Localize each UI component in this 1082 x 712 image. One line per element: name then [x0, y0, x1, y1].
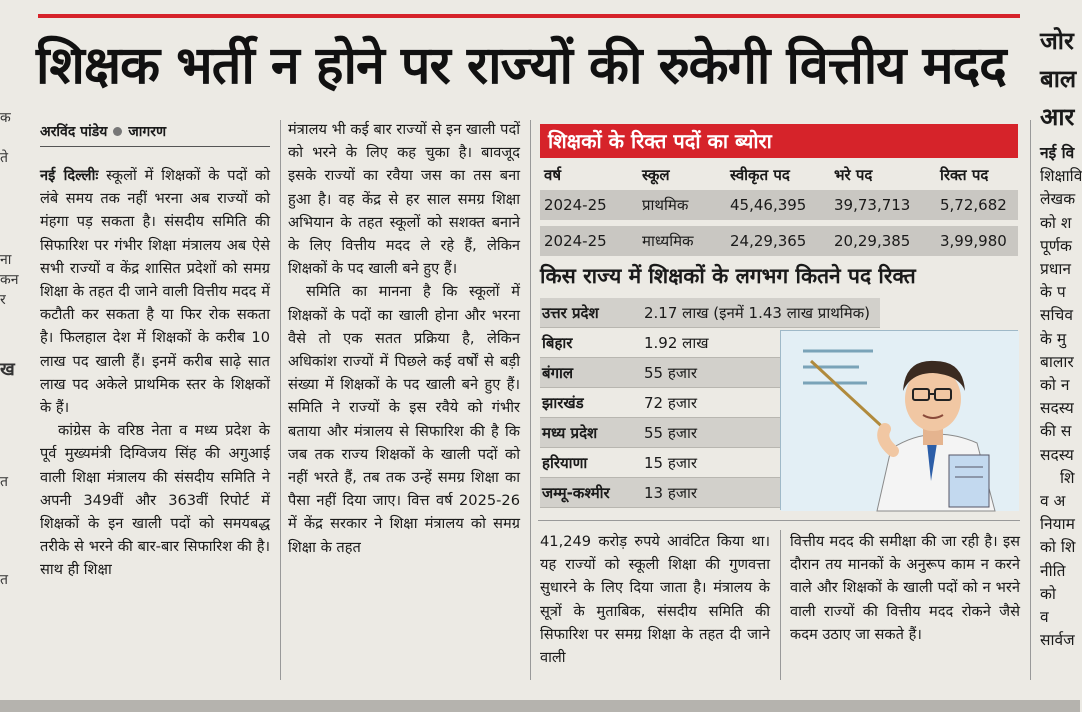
paragraph: 41,249 करोड़ रुपये आवंटित किया था। यह राज्यों को स्कूली शिक्षा की गुणवत्ता सुधारने के लिए दिया जाता है। मंत्रालय के सूत्रों के मुताबिक, संसदीय समिति की सिफारिश पर समग्र शिक्षा के तहत दी जाने वाली	[540, 533, 770, 667]
state-name: मध्य प्रदेश	[542, 423, 598, 442]
text-line: शि	[1060, 468, 1075, 487]
state-name: बिहार	[542, 333, 573, 352]
paragraph	[40, 164, 270, 419]
state-name: जम्मू-कश्मीर	[542, 483, 610, 502]
column-header: स्वीकृत पद	[730, 166, 790, 184]
text-line: की स	[1040, 422, 1072, 441]
table-cell: 5,72,682	[940, 196, 1007, 214]
text-line: लेखक	[1040, 190, 1076, 209]
left-edge-fragment	[0, 570, 14, 590]
table-cell: 45,46,395	[730, 196, 807, 214]
fragment-char: र	[0, 292, 6, 308]
fragment-char: ना	[0, 252, 12, 268]
table-cell: 2024-25	[544, 232, 607, 250]
byline-source: जागरण	[128, 124, 167, 140]
state-value: 55 हजार	[644, 423, 697, 442]
state-value: 15 हजार	[644, 453, 697, 472]
text-line: को श	[1040, 213, 1072, 232]
text-line: को	[1040, 584, 1056, 603]
byline-author: अरविंद पांडेय	[40, 124, 108, 140]
table-cell: 2024-25	[544, 196, 607, 214]
state-name: बंगाल	[542, 363, 574, 382]
text-line: नई वि	[1040, 144, 1075, 162]
left-edge-fragment	[0, 108, 14, 128]
table-row	[540, 478, 780, 508]
page-bottom-edge	[0, 700, 1080, 712]
text-line: पूर्णक	[1040, 236, 1072, 255]
bullet-dot-icon	[113, 127, 122, 136]
paragraph: मंत्रालय भी कई बार राज्यों से इन खाली पदों को भरने के लिए कह चुका है। बावजूद इसके राज्यों का रवैया जस का तस बना हुआ है। वह केंद्र से हर साल समग्र शिक्षा अभियान के तहत स्कूलों को सशक्त बनाने के लिए वित्तीय मदद ले रहे हैं, लेकिन शिक्षकों के पद खाली बने हुए हैं।	[288, 121, 520, 278]
byline	[40, 122, 270, 141]
fragment-char: ख	[0, 359, 15, 380]
text-line: शिक्षावि	[1040, 167, 1082, 186]
table-row	[540, 448, 780, 478]
top-red-rule	[38, 14, 1020, 18]
headline: शिक्षक भर्ती न होने पर राज्यों की रुकेगी वित्तीय मदद	[36, 36, 1006, 96]
column-header: स्कूल	[642, 166, 670, 184]
text-line: को न	[1040, 376, 1070, 395]
state-value: 72 हजार	[644, 393, 697, 412]
table-row	[540, 190, 1018, 220]
text-line: सचिव	[1040, 306, 1073, 325]
table-cell: माध्यमिक	[642, 232, 694, 250]
text-line: व अ	[1040, 492, 1066, 511]
table-header-row	[540, 160, 1018, 190]
text-line: को शि	[1040, 538, 1076, 557]
fragment-char: त	[0, 474, 8, 490]
table-row	[540, 298, 880, 328]
text-line: के मु	[1040, 329, 1067, 348]
column-header: वर्ष	[544, 166, 562, 184]
teacher-illustration	[780, 330, 1018, 510]
adjacent-headline-line: जोर	[1040, 27, 1074, 55]
column-divider	[280, 120, 281, 680]
left-edge-fragment	[0, 148, 14, 168]
paragraph: वित्तीय मदद की समीक्षा की जा रही है। इस दौरान तय मानकों के अनुरूप काम न करने वाले और शिक्षकों के खाली पदों को न भरने वाली राज्यों की वित्तीय मदद रोकने जैसे कदम उठाए जा सकते हैं।	[790, 533, 1020, 643]
fragment-char: क	[0, 110, 11, 126]
state-value: 13 हजार	[644, 483, 697, 502]
state-name: उत्तर प्रदेश	[542, 303, 599, 322]
column-divider	[780, 530, 781, 680]
table-row	[540, 358, 780, 388]
left-edge-fragment	[0, 360, 16, 380]
adjacent-headline	[1040, 22, 1080, 136]
column-divider	[1030, 120, 1031, 680]
vacancy-table	[540, 160, 1018, 256]
table-row	[540, 418, 780, 448]
paragraph: कांग्रेस के वरिष्ठ नेता व मध्य प्रदेश के पूर्व मुख्यमंत्री दिग्विजय सिंह की अगुआई वाली शिक्षा मंत्रालय की संसदीय समिति ने अपनी 349वीं और 363वीं रिपोर्ट में शिक्षकों के इन खाली पदों को समयबद्ध तरीके से भरने की बार-बार सिफारिश की है। साथ ही शिक्षा	[40, 422, 270, 579]
fragment-char: कन	[0, 272, 19, 288]
text-line: सार्वज	[1040, 631, 1075, 650]
text-line: नीति	[1040, 561, 1066, 580]
article-column-1	[40, 164, 270, 680]
fragment-char: त	[0, 572, 8, 588]
table-row	[540, 328, 780, 358]
paragraph-text: स्कूलों में शिक्षकों के पदों को लंबे समय तक नहीं भरना अब राज्यों को मंहगा पड़ सकता है। संसदीय समिति की सिफारिश पर गंभीर शिक्षा मंत्रालय अब ऐसे सभी राज्यों व केंद्र शासित प्रदेशों को समग्र शिक्षा के तहत दी जाने वाली वित्तीय मदद में कटौती कर सकता है या फिर रोक सकता है। फिलहाल देश में शिक्षकों के करीब 10 लाख पद खाली हैं। इनमें करीब साढ़े सात लाख पद अकेले प्राथमिक स्तर के शिक्षकों के हैं।	[40, 167, 270, 417]
left-edge-fragment	[0, 472, 14, 492]
adjacent-article-text	[1040, 142, 1080, 652]
state-value: 55 हजार	[644, 363, 697, 382]
dateline: नई दिल्लीः	[40, 167, 99, 184]
table-cell: 39,73,713	[834, 196, 911, 214]
table-row	[540, 388, 780, 418]
byline-rule	[40, 146, 270, 147]
article-column-3	[540, 530, 770, 680]
text-line: व	[1040, 608, 1049, 627]
adjacent-headline-line: बाल	[1040, 65, 1077, 93]
column-divider	[530, 120, 531, 680]
fragment-char: ते	[0, 150, 8, 166]
text-line: बालार	[1040, 352, 1074, 371]
teacher-illustration-graphic	[781, 331, 1019, 511]
column-header: रिक्त पद	[940, 166, 989, 184]
adjacent-headline-line: आर	[1040, 103, 1075, 131]
section-divider	[538, 520, 1020, 521]
text-line: सदस्य	[1040, 399, 1074, 418]
text-line: सदस्य	[1040, 445, 1074, 464]
text-line: नियाम	[1040, 515, 1075, 534]
text-line: के प	[1040, 283, 1066, 302]
text-line: प्रधान	[1040, 260, 1071, 279]
vacancy-table-title: शिक्षकों के रिक्त पदों का ब्योरा	[540, 124, 1018, 158]
table-row	[540, 226, 1018, 256]
table-cell: प्राथमिक	[642, 196, 689, 214]
column-header: भरे पद	[834, 166, 873, 184]
states-table-title: किस राज्य में शिक्षकों के लगभग कितने पद रिक्त	[540, 264, 916, 288]
table-cell: 3,99,980	[940, 232, 1007, 250]
state-value: 1.92 लाख	[644, 333, 709, 352]
article-column-2	[288, 118, 520, 680]
paragraph: समिति का मानना है कि स्कूलों में शिक्षकों के पदों का खाली होना और भरना वैसे तो एक सतत प्रक्रिया है, लेकिन अधिकांश राज्यों में पिछले कई वर्षों से बड़ी संख्या में शिक्षकों के पद खाली बने हुए हैं। समिति ने राज्यों के इस रवैये को गंभीर बताया और मंत्रालय से सिफारिश की है कि जब तक राज्य शिक्षकों के खाली पदों को नहीं भरते हैं, तब तक उन्हें समग्र शिक्षा का पैसा नहीं दिया जाए। वित्त वर्ष 2025-26 में केंद्र सरकार ने शिक्षा मंत्रालय को समग्र शिक्षा के तहत	[288, 283, 520, 556]
left-edge-fragment	[0, 250, 19, 310]
state-name: झारखंड	[542, 393, 584, 412]
table-cell: 24,29,365	[730, 232, 807, 250]
article-column-4	[790, 530, 1020, 680]
state-name: हरियाणा	[542, 453, 588, 472]
state-value: 2.17 लाख (इनमें 1.43 लाख प्राथमिक)	[644, 303, 871, 322]
states-table	[540, 298, 871, 508]
table-cell: 20,29,385	[834, 232, 911, 250]
